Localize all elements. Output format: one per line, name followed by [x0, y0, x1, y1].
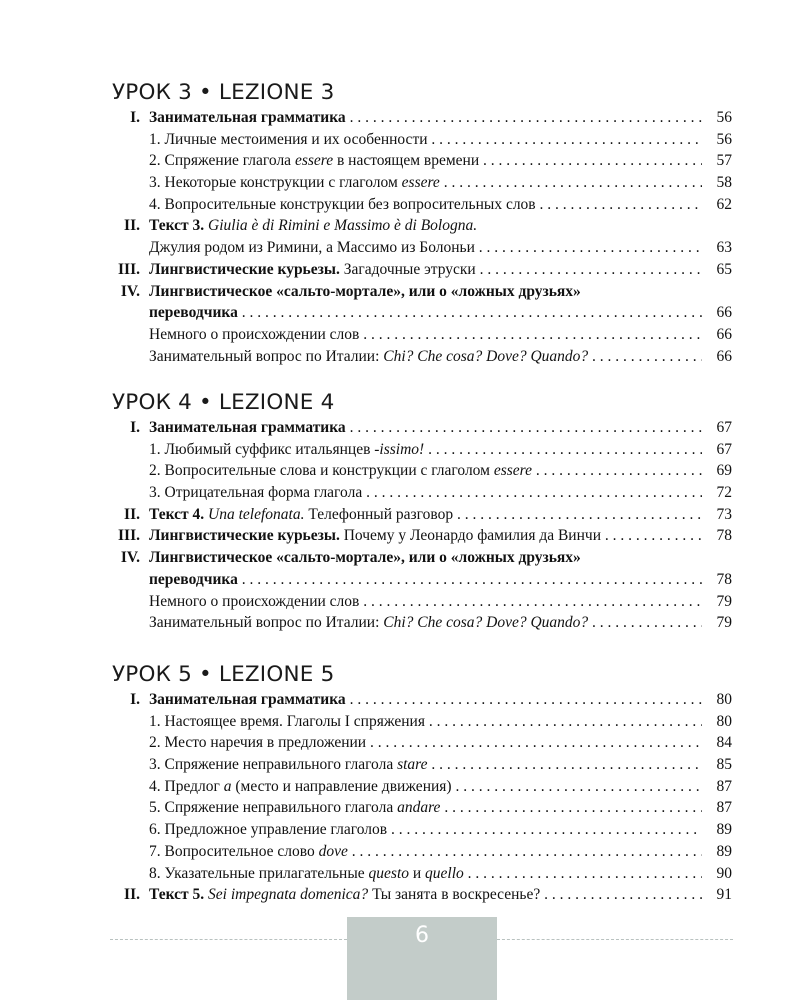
entry-title-segment: (место и направление движения) [231, 777, 452, 795]
entry-title [149, 346, 702, 368]
entry-title [149, 797, 702, 819]
toc-entry [112, 612, 732, 634]
entry-title [149, 129, 702, 151]
toc-entry [112, 194, 732, 216]
entry-page-number: 73 [716, 505, 732, 523]
entry-title [149, 215, 702, 237]
toc-entry [112, 547, 732, 569]
entry-title-segment: Немного о происхождении слов [149, 325, 360, 343]
entry-title-segment: Занимательная грамматика [149, 419, 346, 436]
toc-entry [112, 797, 732, 819]
entry-title-segment: 6. Предложное управление глаголов [149, 821, 388, 839]
entry-title [149, 754, 702, 776]
entry-title [149, 863, 702, 885]
entry-title-segment: 4. Предлог [149, 777, 224, 795]
entry-title [149, 482, 702, 504]
toc-entry [112, 107, 732, 129]
toc-entry [112, 302, 732, 324]
toc-entry [112, 259, 732, 281]
entry-title-segment: Занимательный вопрос по Италии: [149, 614, 384, 632]
entry-title [149, 259, 702, 281]
entry-page-number: 67 [716, 440, 732, 458]
entry-page-number: 79 [716, 614, 732, 632]
entry-title [149, 107, 702, 129]
entry-title-segment: Занимательный вопрос по Италии: [149, 347, 384, 365]
entry-page-number: 90 [716, 864, 732, 882]
entry-page-number: 62 [716, 195, 732, 213]
entry-title [149, 841, 702, 863]
entry-title [149, 439, 702, 461]
entry-title-segment: 3. Некоторые конструкции с глаголом [149, 174, 402, 192]
lesson-section-5 [112, 662, 732, 906]
toc-entry [112, 460, 732, 482]
toc-entry [112, 819, 732, 841]
lesson-section-4 [112, 390, 732, 634]
entry-title-segment: Лингвистическое «сальто-мортале», или о «ложных друзьях» [149, 282, 581, 300]
entry-page-number: 84 [716, 734, 732, 752]
toc-entry [112, 884, 732, 906]
entry-title-segment: -issimo! [374, 440, 425, 458]
entry-title-segment: Текст 5. [149, 886, 209, 904]
entry-title-segment: Текст 3. [149, 217, 209, 235]
entry-title-segment: Немного о происхождении слов [149, 592, 360, 610]
entry-title-segment: questo [368, 864, 409, 882]
footer-divider-right [497, 939, 733, 940]
page-number: 6 [415, 923, 429, 948]
entry-title [149, 237, 702, 259]
entry-title-segment: 8. Указательные прилагательные [149, 864, 369, 882]
lesson-title: УРОК 3 • LEZIONE 3 [112, 80, 335, 105]
entry-page-number: 63 [716, 239, 732, 257]
entry-page-number: 66 [716, 347, 732, 365]
entry-title-segment: переводчика [149, 570, 238, 588]
entry-title [149, 525, 702, 547]
entry-section-number: II. [124, 217, 140, 235]
entry-page-number: 87 [716, 799, 732, 817]
entry-title-segment: Sei impegnata domenica? [208, 886, 369, 904]
entry-title [149, 591, 702, 613]
toc-entry [112, 525, 732, 547]
entry-title [149, 711, 702, 733]
entry-title-segment: Chi? Che cosa? Dove? Quando? [383, 347, 589, 365]
entry-title [149, 776, 702, 798]
entry-title [149, 504, 702, 526]
entry-page-number: 58 [716, 174, 732, 192]
entry-title-segment: переводчика [149, 304, 238, 322]
entry-title-segment: Загадочные этруски [339, 260, 476, 278]
toc-entry [112, 591, 732, 613]
entry-title-segment: essere [401, 174, 440, 192]
entry-title-segment: Лингвистическое «сальто-мортале», или о «ложных друзьях» [149, 549, 581, 567]
entry-page-number: 57 [716, 152, 732, 170]
entry-page-number: 79 [716, 592, 732, 610]
toc-entry [112, 281, 732, 303]
entry-title-segment: essere [493, 462, 532, 480]
entry-section-number: III. [118, 260, 140, 278]
entry-title-segment: Лингвистические курьезы. [149, 527, 340, 545]
toc-entry [112, 569, 732, 591]
toc-entry [112, 439, 732, 461]
toc-entry [112, 417, 732, 439]
entry-page-number: 80 [716, 712, 732, 730]
entry-section-number: IV. [120, 282, 140, 300]
entry-title [149, 569, 702, 591]
toc-entry [112, 776, 732, 798]
entry-title-segment: 1. Настоящее время. Глаголы I спряжения [149, 712, 425, 730]
toc-entry [112, 863, 732, 885]
entry-title-segment: andare [397, 799, 441, 817]
entry-title-segment: 2. Спряжение глагола [149, 152, 295, 170]
toc-entry [112, 129, 732, 151]
entry-title [149, 819, 702, 841]
entry-page-number: 91 [716, 886, 732, 904]
lesson-title: УРОК 4 • LEZIONE 4 [112, 390, 335, 415]
entry-section-number: IV. [120, 549, 140, 567]
entry-page-number: 78 [716, 570, 732, 588]
entry-title [149, 324, 702, 346]
entry-title-segment: 3. Спряжение неправильного глагола [149, 756, 398, 774]
entry-title [149, 884, 702, 906]
entry-title [149, 547, 702, 569]
entry-section-number: I. [130, 419, 140, 436]
entry-title [149, 172, 702, 194]
entry-title-segment: Giulia è di Rimini e Massimo è di Bologna. [208, 217, 478, 235]
entry-page-number: 89 [716, 821, 732, 839]
entry-page-number: 56 [716, 109, 732, 126]
entry-title [149, 194, 702, 216]
toc-entry [112, 841, 732, 863]
toc-entry [112, 346, 732, 368]
entry-page-number: 67 [716, 419, 732, 436]
entry-page-number: 66 [716, 325, 732, 343]
entry-page-number: 80 [716, 691, 732, 708]
entry-section-number: III. [118, 527, 140, 545]
entry-title [149, 612, 702, 634]
entry-title-segment: 7. Вопросительное слово [149, 842, 319, 860]
toc-entry [112, 711, 732, 733]
toc-entry [112, 689, 732, 711]
entry-section-number: II. [124, 886, 140, 904]
entry-title-segment: и [409, 864, 426, 882]
entry-title-segment: Chi? Che cosa? Dove? Quando? [383, 614, 589, 632]
entry-title-segment: 5. Спряжение неправильного глагола [149, 799, 398, 817]
entry-title-segment: Почему у Леонардо фамилия да Винчи [339, 527, 601, 545]
entry-title-segment: Лингвистические курьезы. [149, 260, 340, 278]
toc-entry [112, 754, 732, 776]
entry-title [149, 302, 702, 324]
entry-title-segment: Текст 4. [149, 505, 209, 523]
entry-title-segment: Занимательная грамматика [149, 109, 346, 126]
entry-title-segment: 2. Вопросительные слова и конструкции с глаголом [149, 462, 494, 480]
entry-title-segment: 1. Личные местоимения и их особенности [149, 130, 428, 148]
entry-title [149, 417, 702, 439]
entry-title-segment: Una telefonata. [208, 505, 305, 523]
entry-page-number: 89 [716, 842, 732, 860]
entry-title-segment: Ты занята в воскресенье? [368, 886, 541, 904]
entry-title-segment: 2. Место наречия в предложении [149, 734, 367, 752]
entry-title [149, 150, 702, 172]
entry-title-segment: Джулия родом из Римини, а Массимо из Болоньи [149, 239, 475, 257]
entry-title [149, 281, 702, 303]
page-footer [0, 917, 800, 1000]
entry-title [149, 689, 702, 711]
toc-entry [112, 732, 732, 754]
entry-section-number: I. [130, 109, 140, 126]
toc-entry [112, 504, 732, 526]
entry-title-segment: в настоящем времени [333, 152, 480, 170]
entry-title-segment: a [223, 777, 232, 795]
entry-title-segment: 1. Любимый суффикс итальянцев [149, 440, 375, 458]
entry-title-segment: stare [397, 756, 428, 774]
entry-title-segment: 3. Отрицательная форма глагола [149, 484, 363, 502]
toc-entry [112, 482, 732, 504]
entry-page-number: 65 [716, 260, 732, 278]
lesson-section-3 [112, 80, 732, 367]
entry-page-number: 66 [716, 304, 732, 322]
entry-title-segment: 4. Вопросительные конструкции без вопросительных слов [149, 195, 536, 213]
entry-page-number: 87 [716, 777, 732, 795]
entry-page-number: 69 [716, 462, 732, 480]
toc-entry [112, 237, 732, 259]
entry-title [149, 460, 702, 482]
entry-title-segment: Телефонный разговор [304, 505, 454, 523]
entry-title-segment: quello [425, 864, 464, 882]
entry-title-segment: dove [318, 842, 348, 860]
entry-title-segment: essere [294, 152, 334, 170]
toc-entry [112, 324, 732, 346]
entry-page-number: 72 [716, 484, 732, 502]
entry-title [149, 732, 702, 754]
toc-entry [112, 172, 732, 194]
toc-entry [112, 150, 732, 172]
footer-divider-left [110, 939, 347, 940]
entry-section-number: II. [124, 505, 140, 523]
toc-entry [112, 215, 732, 237]
entry-page-number: 56 [716, 130, 732, 148]
entry-page-number: 78 [716, 527, 732, 545]
lesson-title: УРОК 5 • LEZIONE 5 [112, 662, 335, 687]
entry-title-segment: Занимательная грамматика [149, 691, 346, 708]
entry-page-number: 85 [716, 756, 732, 774]
entry-section-number: I. [130, 691, 140, 708]
